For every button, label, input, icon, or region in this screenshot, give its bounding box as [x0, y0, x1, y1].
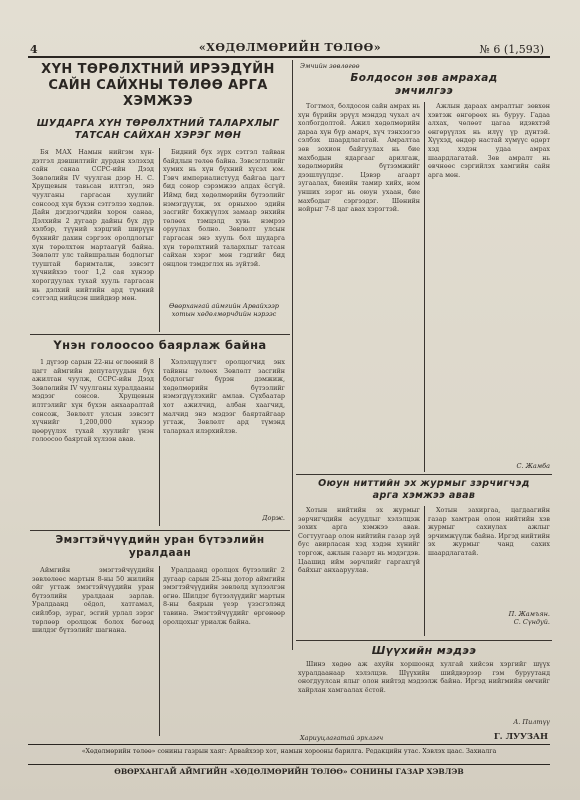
lead-text-left: Бя МАХ Намын нийгэм хүндэтгэл дэвшилтийг дурдан хэлэхэд сайн санаа ССРС-ийн Дээд Зөвлөлийн IV чуулган дээр Н. С. Хрущевын тавьсан илтгэл, энэ чуулганы гаргасан хуулийг сонсоод хүн бүхэн сэтгэлээ хөдлөв. Дайн дэгдээгчдийн хорон санаа, Дэлхийн 2 дугаар дайны бүх дүр хэлбэр, түүний хэрцгий ширүүн бүхнийг дахин сэргээх оролдлогыг хүн төрөлхтөн мартаагүй байна. Зөвлөлт улс тайвшралын бодлогыг тууштай баримталж, зэвсэгт хүчнийхээ тоог 1,2 сая хүнээр хорогдуулах тухай хууль гаргасан нь дэлхий нийтийн ард түмний сэтгэлд нийцсэн шийдвэр мөн.	[32, 148, 154, 303]
agree-title: Үнэн голоосоо баярлаж байна	[53, 338, 267, 352]
agree-text-right: Хэлэлцүүлэгт оролцогчид энх тайвны төлөөх Зөвлөлт засгийн бодлогыг бүрэн дэмжиж, хөдөлмөрийн бүтээлийг нэмэгдүүлэхийг амлав. Сүхбаатар хот ажилчид, албан хаагчид, малчид энэ мэдээг баяртайгаар угтаж, Зөвлөлт ард түмэнд талархал илэрхийлэв.	[163, 358, 285, 435]
right-title	[298, 72, 550, 98]
header-rule	[28, 56, 550, 58]
agree-text-left: 1 дүгээр сарын 22-ны өглөөний 8 цагт аймгийн депутатуудын бүх ажилтан чуулж, ССРС-ийн Дээд Зөвлөлийн IV чуулганы хуралдааны мэдээг сонсов. Хрущевын илтгэлийг хүн бүхэн анхааралтай сонсож, Зөвлөлт улсын зэвсэгт хүчнийг 1,200,000 хүнээр цөөрүүлэх тухай хуулийг үнэн голоосоо баяртай хүлээн авав.	[32, 358, 154, 444]
right-text-right: Ажлын дараах амралтыг зөвхөн хэвтэж өнгөрөөх нь буруу. Гадаа алхах, чөлөөт цагаа идэвхтэй өнгөрүүлэх нь илүү үр дүнтэй. Хүүхэд, өндөр настай хүмүүс өдөрт хэд хэдэн удаа амрах шаардлагатай. Зөв амралт нь өвчнөөс сэргийлэх хамгийн сайн арга мөн.	[428, 102, 550, 179]
right-text-left: Тогтмол, болдосон сайн амрах нь хүн бүрийн эрүүл мэндэд чухал ач холбогдолтой. Ажил хөдөлмөрийн дараа хүн бүр амарч, хүч тэнхээгээ сэлбэх шаардлагатай. Амралтаа зөв зохион байгуулах нь бие махбодын ядаргааг арилгаж, хөдөлмөрийн бүтээмжийг дээшлүүлдэг. Цэвэр агаарт зугаалах, биеийн тамир хийх, ном унших зэрэг нь оюун ухаан, бие махбодыг сэргээдэг. Шөнийн нойрыг 7-8 цаг авах хэрэгтэй.	[298, 102, 420, 214]
lead-headline-line3: ХЭМЖЭЭ	[123, 94, 193, 109]
right-kicker: Эмчийн зөвлөгөө	[300, 62, 360, 70]
lead-byline-line1: Өвөрхангай аймгийн Арвайхээр	[169, 302, 279, 310]
right-byline: С. Жамба	[516, 462, 550, 470]
newspaper-title: «ХӨДӨЛМӨРИЙН ТӨЛӨӨ»	[198, 41, 382, 54]
lead-byline-line2: хотын хөдөлмөрчдийн нэрээс	[171, 310, 277, 318]
section-rule	[30, 334, 290, 335]
column-divider	[159, 148, 160, 332]
nature-byline-2: С. Сүндуй.	[513, 618, 550, 626]
footer-publisher: ӨВӨРХАНГАЙ АЙМГИЙН «ХӨДӨЛМӨРИЙН ТӨЛӨӨ» СОНИНЫ ГАЗАР ХЭВЛЭВ	[28, 764, 550, 776]
page-center-divider	[292, 60, 293, 650]
nature-title	[296, 478, 552, 502]
lead-text-right: Бидний бүх зүрх сэтгэл тайван байдлын төлөө байна. Зэвсэглэлийг хумих нь хүн бүхний хүсэл юм. Гэвч империалистууд байгаа цагт бид сонор сэрэмжээ алдах ёсгүй. Иймд бид хөдөлмөрийн бүтээлийг нэмэгдүүлж, эх орныхоо эдийн засгийг бэхжүүлэх замаар энхийн төлөөх тэмцэлд хувь нэмрээ оруулах болно. Зөвлөлт улсын гаргасан энэ хууль бол шударга хүн төрөлхтний талархлыг татсан сайхан хэрэг мөн гэдгийг бид онцлон тэмдэглэх нь зүйтэй.	[163, 148, 285, 268]
footer-address: «Хөдөлмөрийн төлөө» сонины газрын хаяг: Арвайхээр хот, намын хорооны барилга. Редакцийн утас. Хэвлэх цаас. Захиалга	[81, 748, 497, 755]
lead-subhead-line2: ТАТСАН САЙХАН ХЭРЭГ МӨН	[74, 130, 242, 141]
column-divider	[159, 358, 160, 526]
editor-name: Г. ЛУУЗАН	[493, 732, 548, 742]
column-divider	[159, 566, 160, 736]
lead-subhead-line1: ШУДАРГА ХҮН ТӨРӨЛХТНИЙ ТАЛАРХЛЫГ	[36, 118, 280, 129]
lead-headline-line2: САЙН САЙХНЫ ТӨЛӨӨ АРГА	[48, 78, 268, 93]
lead-headline	[34, 62, 282, 110]
lead-byline	[163, 302, 285, 318]
lead-headline-line1: ХҮН ТӨРӨЛХТНИЙ ИРЭЭДҮЙН	[41, 62, 275, 77]
lead-subhead	[34, 118, 282, 142]
news-text: Шинэ хөдөө аж ахуйн хоршоонд хулгай хийсэн хэргийг шүүх хуралдаанаар хэлэлцэв. Шүүхийн шийдвэрээр гэм буруутанд оногдуулсан ялыг олон нийтэд мэдээлж байна. Иргэд нийгмийн өмчийг хайрлан хамгаалах ёстой.	[298, 660, 550, 694]
herds-text-left: Аймгийн эмэгтэйчүүдийн зөвлөлөөс мартын 8-ны 50 жилийн ойг угтаж эмэгтэйчүүдийн уран бүтээлийн уралдаан зарлав. Уралдаанд оёдол, хатгамал, сийлбэр, зураг, эсгий урлал зэрэг төрлөөр оролцож болох бөгөөд шилдэг бүтээлийг шагнана.	[32, 566, 154, 635]
column-divider	[424, 506, 425, 636]
nature-bylines	[428, 610, 550, 626]
page-number: 4	[30, 43, 38, 56]
issue-number: № 6 (1,593)	[479, 43, 544, 56]
nature-title-line1: Оюун ниттийн эх журмыг зэрчигчэд	[318, 478, 530, 489]
nature-title-line2: арга хэмжээ авав	[372, 490, 476, 501]
agree-byline: Дорж.	[262, 514, 285, 522]
section-rule	[30, 530, 290, 531]
herds-title	[30, 534, 290, 560]
news-title: Шүүхийн мэдээ	[371, 644, 477, 657]
nature-text-right: Хотын захиргаа, цагдаагийн газар хамтран олон нийтийн хэв журмыг сахиулах ажлыг эрчимжүүлж байна. Иргэд нийтийн эх журмыг чанд сахих шаардлагатай.	[428, 506, 550, 557]
right-title-line1: Болдосон зөв амрахад	[350, 72, 498, 84]
nature-byline-1: П. Жамъян.	[508, 610, 550, 618]
herds-title-line2: уралдаан	[128, 547, 192, 559]
column-divider	[424, 102, 425, 472]
news-byline: А. Пилтүү	[513, 718, 550, 726]
nature-text-left: Хотын нийтийн эх журмыг зөрчигчдийн асуудлыг хэлэлцэж зохих арга хэмжээ авав. Согтуугаар олон нийтийн газар зүй бус авирласан хэд хэдэн хүнийг торгож, ажлын газарт нь мэдэгдэв. Цаашид ийм зөрчлийг гаргахгүй байхыг анхааруулав.	[298, 506, 420, 575]
section-rule	[296, 474, 552, 475]
section-rule	[296, 640, 552, 641]
editor-label: Хариуцлагатай эрхлэгч	[300, 734, 384, 742]
herds-title-line1: Эмэгтэйчүүдийн уран бүтээлийн	[55, 534, 265, 546]
footer-rule	[28, 744, 550, 745]
herds-text-right: Уралдаанд оролцох бүтээлийг 2 дугаар сарын 25-ны дотор аймгийн эмэгтэйчүүдийн зөвлөлд хүлээлгэн өгнө. Шилдэг бүтээлүүдийг мартын 8-ны баярын үеэр үзэсгэлэнд тавина. Эмэгтэйчүүдийг өргөнөөр оролцохыг уриалж байна.	[163, 566, 285, 626]
right-title-line2: эмчилгээ	[394, 85, 454, 97]
